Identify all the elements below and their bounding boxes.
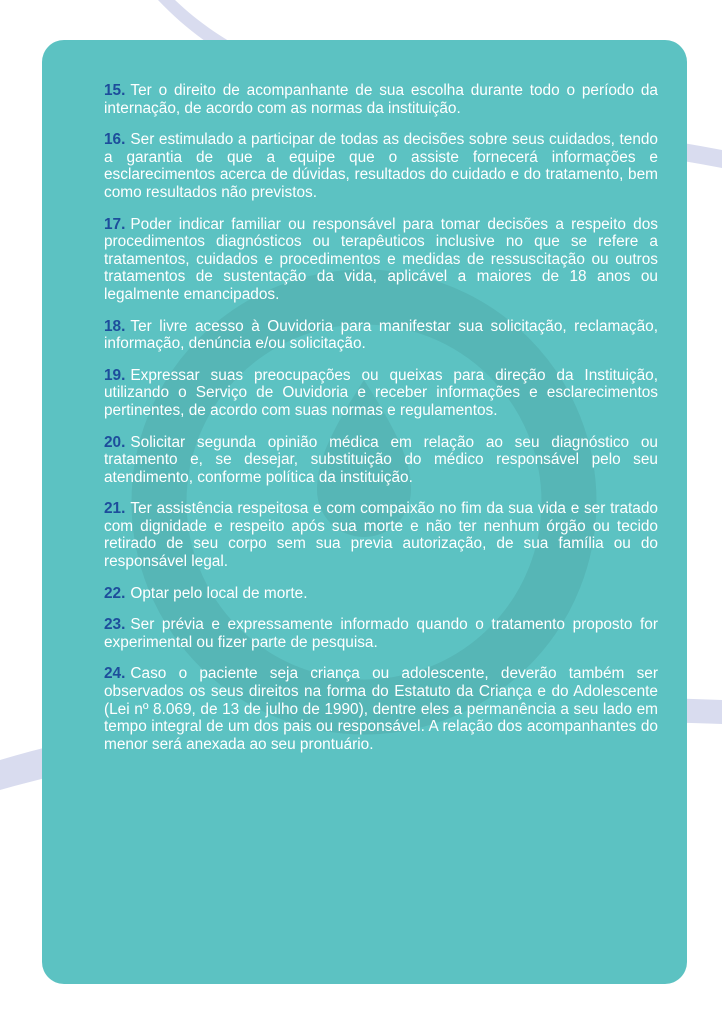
- right-number: 15.: [104, 82, 126, 99]
- right-text: Ser prévia e expressamente informado quando o tratamento proposto for experimental ou fizer parte de pesquisa.: [104, 616, 658, 651]
- right-item-19: [104, 367, 658, 420]
- right-item-15: [104, 82, 658, 117]
- right-item-21: [104, 500, 658, 570]
- right-item-16: [104, 131, 658, 201]
- right-text: Ter assistência respeitosa e com compaixão no fim da sua vida e ser tratado com dignidade e respeito após sua morte e não ter nenhum órgão ou tecido retirado de seu corpo sem sua previa autorização, de sua família ou do responsável legal.: [104, 500, 658, 571]
- right-item-20: [104, 434, 658, 487]
- right-number: 23.: [104, 616, 126, 634]
- right-number: 17.: [104, 215, 126, 233]
- rights-card: [42, 40, 687, 984]
- right-item-18: [104, 318, 658, 353]
- right-item-23: [104, 616, 658, 651]
- right-number: 19.: [104, 366, 126, 384]
- right-text: Ter o direito de acompanhante de sua escolha durante todo o período da internação, de acordo com as normas da instituição.: [104, 82, 658, 117]
- right-number: 20.: [104, 433, 126, 451]
- right-text: Ser estimulado a participar de todas as decisões sobre seus cuidados, tendo a garantia de que a equipe que o assiste fornecerá informações e esclarecimentos acerca de dúvidas, resultados do cuidado e do tratamento, bem como resultados não previstos.: [104, 131, 658, 201]
- right-text: Ter livre acesso à Ouvidoria para manifestar sua solicitação, reclamação, informação, denúncia e/ou solicitação.: [104, 317, 658, 353]
- right-text: Solicitar segunda opinião médica em relação ao seu diagnóstico ou tratamento e, se desejar, substituição do médico responsável pelo seu atendimento, conforme política da instituição.: [104, 433, 658, 486]
- rights-list: [104, 80, 658, 753]
- right-text: Expressar suas preocupações ou queixas para direção da Instituição, utilizando o Serviço de Ouvidoria e receber informações e esclarecimentos pertinentes, de acordo com suas normas e regulamentos.: [104, 366, 658, 419]
- right-text: Optar pelo local de morte.: [130, 584, 308, 602]
- right-item-22: [104, 585, 658, 603]
- right-item-17: [104, 216, 658, 304]
- right-text: Poder indicar familiar ou responsável para tomar decisões a respeito dos procedimentos diagnósticos ou terapêuticos inclusive no que se refere a tratamentos, cuidados e procedimentos e medidas de ressuscitação ou outros tratamentos de sustentação da vida, aplicável a maiores de 18 anos ou legalmente emancipados.: [104, 215, 658, 303]
- right-number: 21.: [104, 500, 126, 518]
- right-number: 18.: [104, 317, 126, 335]
- right-number: 22.: [104, 584, 126, 602]
- right-number: 24.: [104, 665, 126, 683]
- right-number: 16.: [104, 131, 126, 149]
- right-item-24: [104, 665, 658, 753]
- right-text: Caso o paciente seja criança ou adolescente, deverão também ser observados os seus direitos na forma do Estatuto da Criança e do Adolescente (Lei nº 8.069, de 13 de julho de 1990), dentre eles a permanência a seu lado em tempo integral de um dos pais ou responsável. A relação dos acompanhantes do menor será anexada ao seu prontuário.: [104, 665, 658, 753]
